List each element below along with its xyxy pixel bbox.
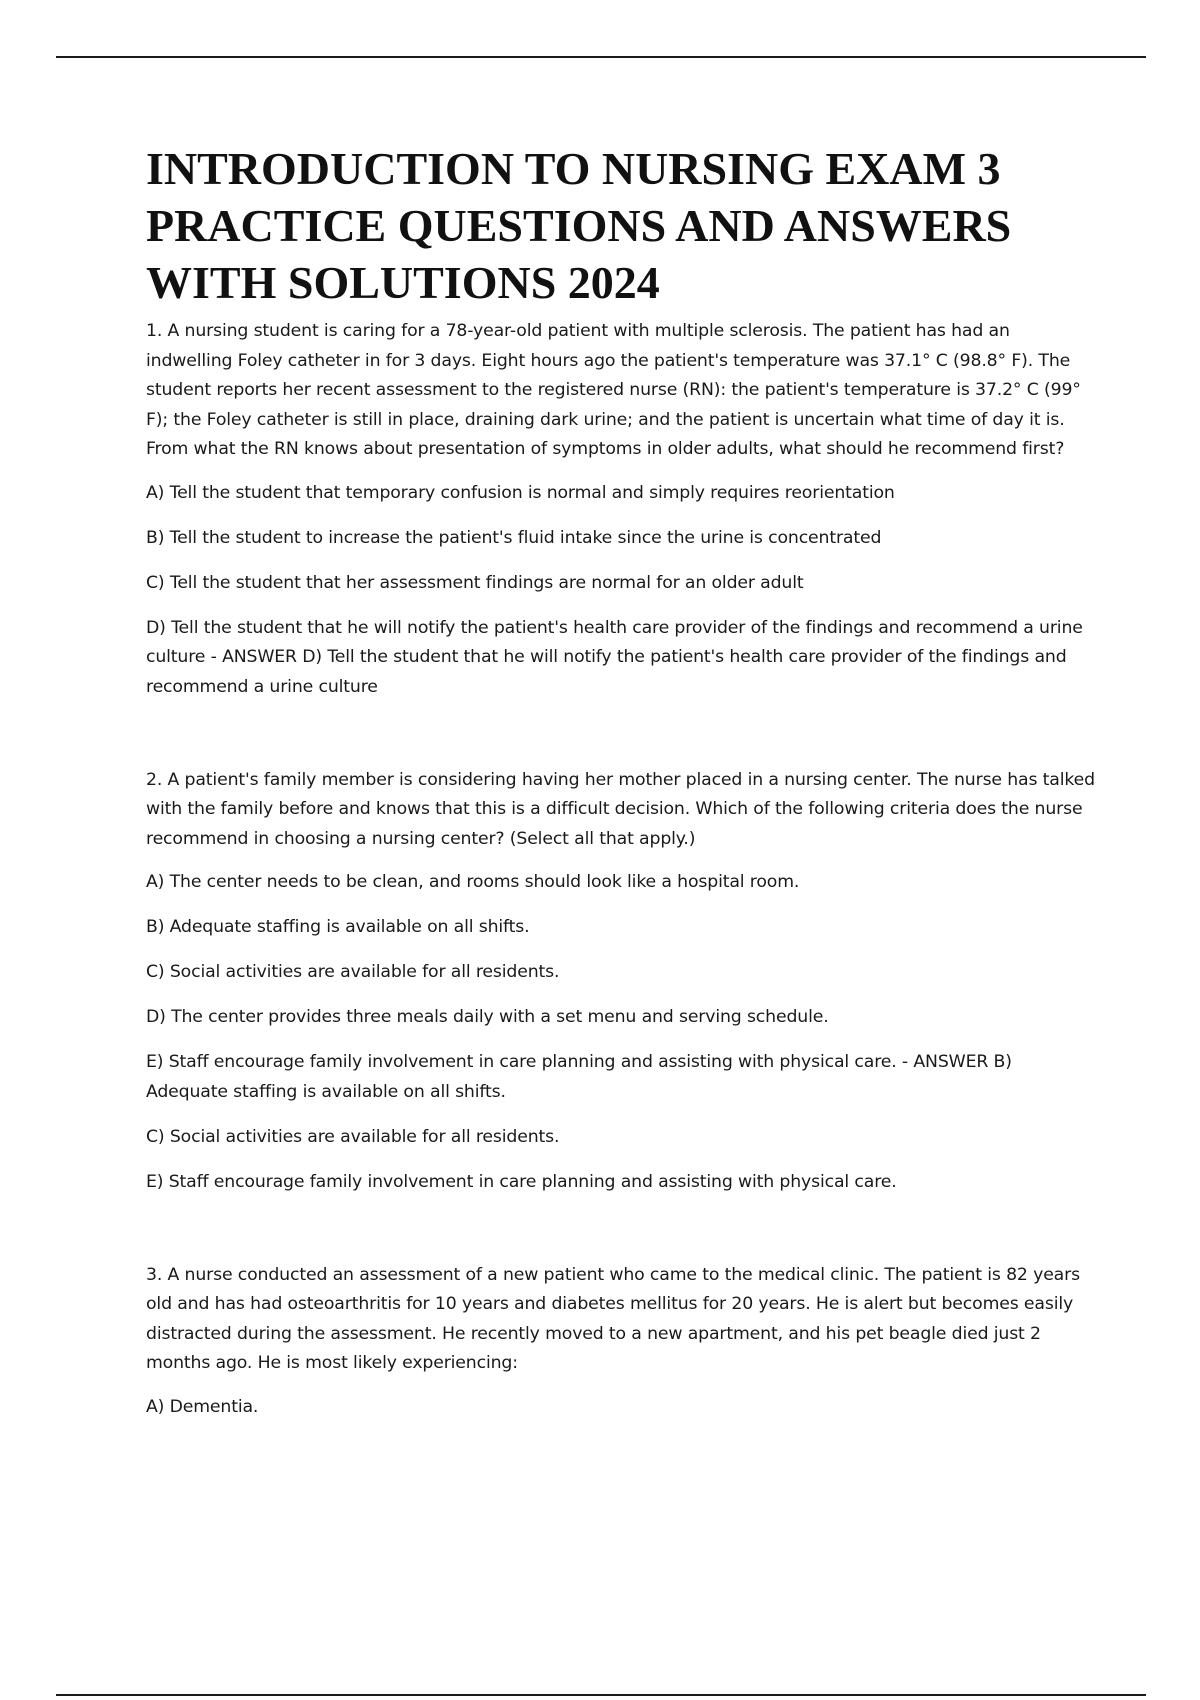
answer-option: B) Tell the student to increase the patient's fluid intake since the urine is concentrated [146, 527, 882, 548]
document-title: INTRODUCTION TO NURSING EXAM 3 PRACTICE QUESTIONS AND ANSWERS WITH SOLUTIONS 2024 [146, 143, 1012, 308]
answer-option: A) Dementia. [146, 1396, 259, 1417]
answer-line: E) Staff encourage family involvement in care planning and assisting with physical care. [146, 1171, 897, 1192]
answer-option-with-answer: D) Tell the student that he will notify the patient's health care provider of the findings and recommend a urine culture - ANSWER D) Tell the student that he will notify the patient's health care provider of the findings and recommend a urine culture [146, 617, 1083, 697]
bottom-rule [56, 1694, 1146, 1696]
question-2 [146, 766, 1096, 1198]
question-spacer [146, 718, 1096, 766]
answer-option: B) Adequate staffing is available on all shifts. [146, 917, 530, 937]
answer-option-with-answer: E) Staff encourage family involvement in care planning and assisting with physical care. - ANSWER B) Adequate staffing is available on all shifts. [146, 1052, 1012, 1102]
answer-option: C) Social activities are available for all residents. [146, 962, 560, 982]
top-rule [56, 56, 1146, 58]
answer-option: D) The center provides three meals daily with a set menu and serving schedule. [146, 1007, 829, 1027]
question-stem: 2. A patient's family member is considering having her mother placed in a nursing center. The nurse has talked with the family before and knows that this is a difficult decision. Which of the following criteria does the nurse recommend in choosing a nursing center? (Select all that apply.) [146, 769, 1095, 849]
question-stem: 3. A nurse conducted an assessment of a new patient who came to the medical clinic. The patient is 82 years old and has had osteoarthritis for 10 years and diabetes mellitus for 20 years. He is alert but becomes easily distracted during the assessment. He recently moved to a new apartment, and his pet beagle died just 2 months ago. He is most likely experiencing: [146, 1264, 1080, 1373]
document-body [146, 140, 1096, 1438]
question-3 [146, 1261, 1096, 1423]
question-spacer [146, 1213, 1096, 1261]
question-stem: 1. A nursing student is caring for a 78-year-old patient with multiple sclerosis. The patient has had an indwelling Foley catheter in for 3 days. Eight hours ago the patient's temperature was 37.1° C (98.8° F). The student reports her recent assessment to the registered nurse (RN): the patient's temperature is 37.2° C (99° F); the Foley catheter is still in place, draining dark urine; and the patient is uncertain what time of day it is. From what the RN knows about presentation of symptoms in older adults, what should he recommend first? [146, 321, 1081, 459]
answer-line: C) Social activities are available for all residents. [146, 1126, 560, 1147]
question-1 [146, 317, 1096, 702]
answer-option: C) Tell the student that her assessment findings are normal for an older adult [146, 572, 804, 593]
answer-option: A) Tell the student that temporary confusion is normal and simply requires reorientation [146, 482, 895, 503]
answer-option: A) The center needs to be clean, and rooms should look like a hospital room. [146, 872, 800, 892]
